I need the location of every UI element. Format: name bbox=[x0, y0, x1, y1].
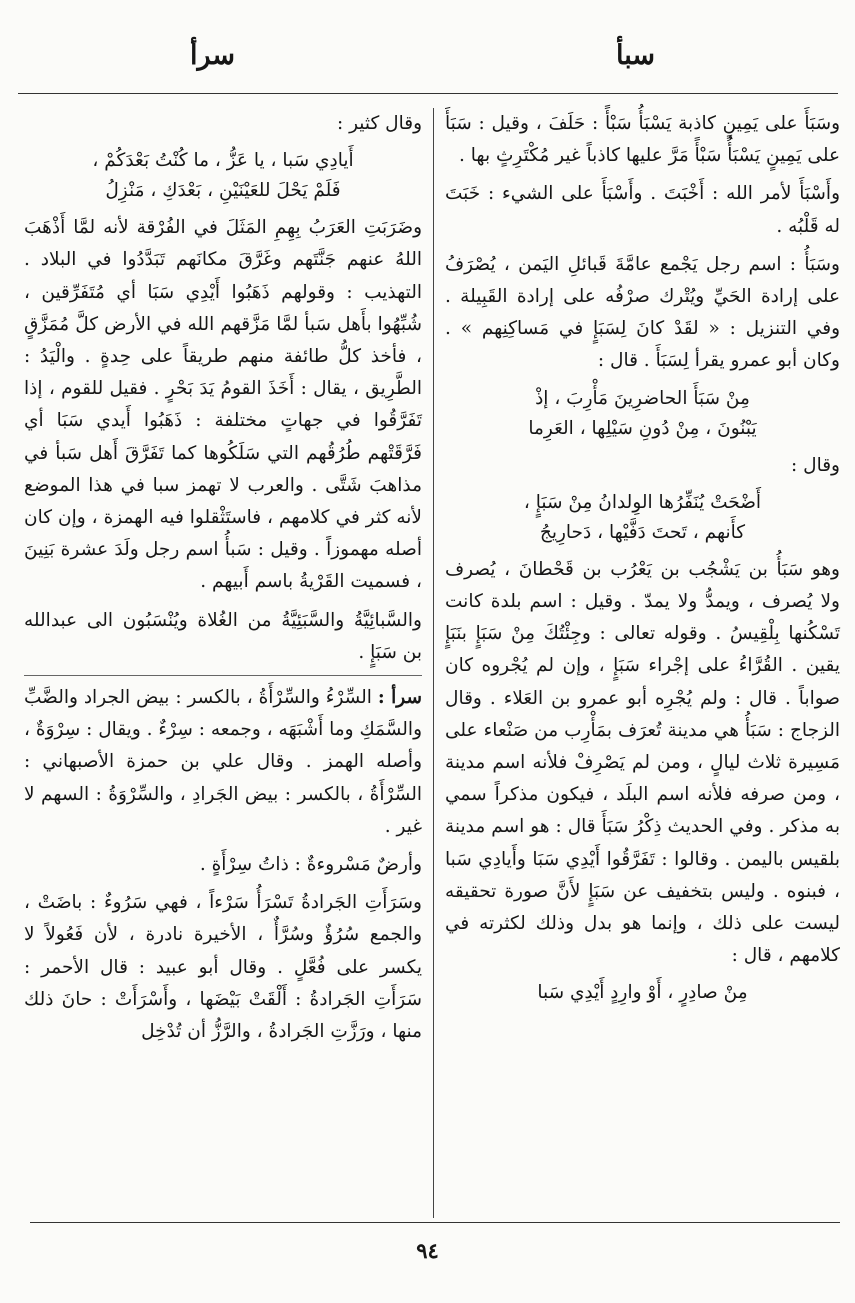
entry-separator bbox=[24, 675, 422, 676]
poem-verse bbox=[445, 488, 840, 548]
header-entry-left: سرأ bbox=[190, 40, 236, 71]
right-column bbox=[445, 108, 840, 1014]
left-column bbox=[24, 108, 422, 1054]
page-number: ٩٤ bbox=[416, 1238, 439, 1263]
paragraph bbox=[24, 682, 422, 843]
paragraph: وسَبَأَ على يَمِينٍ كاذبة يَسْبَأُ سَبْأً : حَلَفَ ، وقيل : سَبَأَ على يَمِينٍ يَسْبَأُ سَبْأً مَرَّ عليها كاذباً غير مُكْتَرِثٍ بها . bbox=[445, 113, 840, 167]
top-rule bbox=[18, 93, 838, 94]
paragraph: وقال كثير : bbox=[336, 113, 422, 134]
paragraph: وأَسْبَأَ لأمر الله : أَخْبَتَ . وأَسْبَأَ على الشيء : خَبَتَ له قَلْبُه . bbox=[445, 183, 840, 237]
verse-line: يَبْنُونَ ، مِنْ دُونِ سَيْلِها ، العَرِما bbox=[528, 417, 757, 439]
entry-text: السِّرْءُ والسِّرْأَةُ ، بالكسر : بيض الجراد والضَّبِّ والسَّمَكِ وما أَشْبَهَه ، وجمعه : سِرْءٌ . ويقال : سِرْوَةٌ ، وأصله الهمز . وقال علي بن حمزة الأصبهاني : السِّرْأَةُ ، بالكسر : بيض الجَرادِ ، والسِّرْوَةُ : السهم لا غير . bbox=[24, 687, 422, 837]
verse-line: أَضْحَتْ يُنَفِّرُها الوِلدانُ مِنْ سَبَإٍ ، bbox=[523, 491, 762, 513]
paragraph: والسَّبائِيَّةُ والسَّبَئِيَّةُ من الغُلاة ويُنْسَبُون الى عبدالله بن سَبَإٍ . bbox=[24, 609, 422, 663]
verse-line: مِنْ صادِرٍ ، أَوْ وارِدٍ أَيْدِي سَبا bbox=[537, 982, 748, 1004]
verse-line: فَلَمْ يَحْلَ للعَيْنَيْنِ ، بَعْدَكِ ، مَنْزِلُ bbox=[105, 180, 341, 202]
verse-line: أَيادِي سَبا ، يا عَزُّ ، ما كُنْتُ بَعْدَكُمْ ، bbox=[92, 150, 354, 172]
poem-verse bbox=[445, 384, 840, 444]
verse-line: كأَنهم ، تَحتَ دَفَّيْها ، دَحارِيجُ bbox=[539, 521, 746, 543]
poem-verse bbox=[24, 146, 422, 206]
column-divider bbox=[433, 108, 434, 1218]
bottom-rule bbox=[30, 1222, 840, 1223]
poem-verse bbox=[445, 978, 840, 1008]
entry-headword: سرأ : bbox=[377, 687, 422, 709]
paragraph: وسَرَأَتِ الجَرادةُ تَسْرَأُ سَرْءاً ، فهي سَرُوءٌ : باضَتْ ، والجمع سُرُؤٌ وسُرَّأٌ ، الأخيرة نادرة ، لأن فَعُولاً لا يكسر على فُعَّلٍ . وقال أبو عبيد : قال الأحمر : سَرَأَتِ الجَرادةُ : أَلْقَتْ بَيْضَها ، وأَسْرَأَتْ : حانَ ذلك منها ، ورَزَّتِ الجَرادةُ ، والرَّزُّ أن تُدْخِل bbox=[24, 892, 422, 1043]
paragraph: وقال : bbox=[791, 454, 840, 476]
paragraph: وأرضٌ مَسْروءةٌ : ذاتُ سِرْأَةٍ . bbox=[199, 854, 422, 876]
verse-line: مِنْ سَبَأَ الحاضرِينَ مَأْرِبَ ، إذْ bbox=[535, 387, 750, 409]
paragraph: وسَبَأُ : اسم رجل يَجْمع عامَّةَ قَبائلِ اليَمن ، يُصْرَفُ على إرادة الحَيِّ ويُتْرك صرْفُه على إرادة القَبِيلة . وفي التنزيل : « لقَدْ كانَ لِسَبَإٍ في مَساكِنِهم » . وكان أبو عمرو يقرأ لِسَبَأَ . قال : bbox=[445, 253, 840, 372]
paragraph: وضَرَبَتِ العَرَبُ بِهِمِ المَثَلَ في الفُرْقة لأنه لمَّا أَذْهَبَ اللهُ عنهم جَنَّتَهم وغَرَّقَ مكانَهم تَبَدَّدُوا في البلاد . التهذيب : وقولهم ذَهَبُوا أَيْدِي سَبَا أي مُتَفَرِّقين ، شُبِّهُوا بأَهل سَبأ لمَّا مَزَّقهم الله في الأرض كلَّ مُمَزَّقٍ ، فأخذ كلُّ طائفة منهم طريقاً على حِدةٍ . والْيَدُ : الطَّرِيق ، يقال : أَخَذَ القومُ يَدَ بَحْرٍ . فقيل للقوم ، إذا تَفَرَّقُوا في جهاتٍ مختلفة : ذَهَبُوا أَيدي سَبَا أي فَرَّقَتْهم طُرُقُهم التي سَلَكُوها كما تَفَرَّقَ أَهل سَبأ في مذاهبَ شَتَّى . والعرب لا تهمز سبا في هذا الموضع لأنه كثر في كلامهم ، فاستَثْقلوا فيه الهمزة ، وإن كان أصله مهموزاً . وقيل : سَبأُ اسم رجل ولَدَ عشرة بَنِينَ ، فسميت القَرْيةُ باسم أَبيهم . bbox=[24, 217, 422, 593]
header-entry-right: سبأ bbox=[616, 40, 655, 71]
paragraph: وهو سَبَأُ بن يَشْجُب بن يَعْرُب بن قَحْطانَ ، يُصرف ولا يُصرف ، ويمدُّ ولا يمدّ . وقيل : اسم بلدة كانت تَسْكُنها بِلْقِيسُ . وقوله تعالى : وجِئْتُكَ مِنْ سَبَإٍ بنَبَإٍ يقين . القُرَّاءُ على إجْراء سَبَإٍ ، وإن لم يُجْروه كان صواباً . قال : ولم يُجْرِه أبو عمرو بن العَلاء . وقال الزجاج : سَبَأُ هي مدينة تُعرَف بمَأْرِب من صَنْعاء على مَسِيرة ثلاث ليالٍ ، ومن لم يَصْرِفْ فلأنه اسم مدينة ، ومن صرفه فلأنه اسم البلَد ، فيكون مذكراً سمي به مذكر . وفي الحديث ذِكْرُ سَبَأَ قال : هو اسم مدينة بلقيس باليمن . وقالوا : تَفَرَّقُوا أَيْدِي سَبَا وأَيادِي سَبا ، فبنوه . وليس بتخفيف عن سَبَإٍ لأَنَّ صورة تحقيقه ليست على ذلك ، وإنما هو بدل وذلك لكثرته في كلامهم ، قال : bbox=[445, 558, 840, 967]
